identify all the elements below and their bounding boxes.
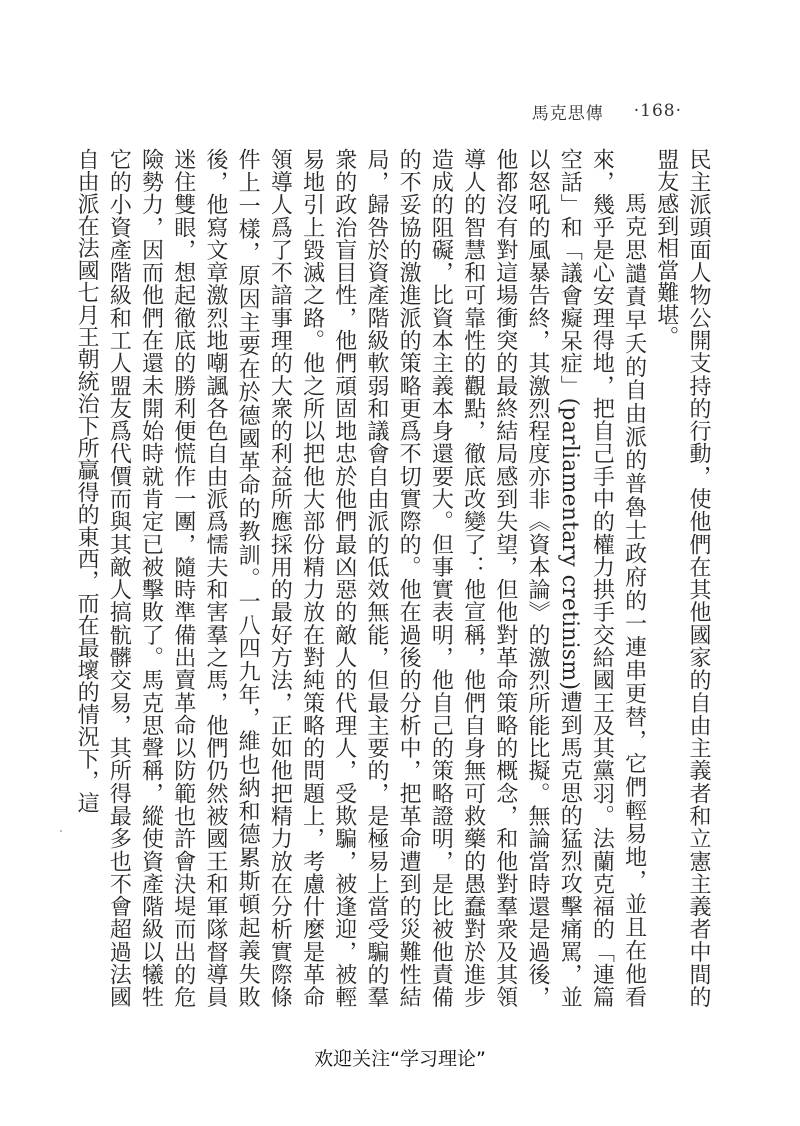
paragraph: 馬克思譴責早夭的自由派的普魯士政府的一連串更替，它們輕易地，並且在他看來，幾乎是心安理得地，把自己手中的權力拱手交給國王及其黨羽。法蘭克福的「連篇空話」和「議會癡呆症」(parliamentary cretinism)遭到馬克思的猛烈攻擊痛罵，並以怒吼的風暴告終，其激烈程度亦非《資本論》的激烈所能比擬。無論當時還是過後，他都沒有對這場衝突的最終結局感到失望，但他對革命策略的概念，和他對羣衆及其領導人的智慧和可靠性的觀點，徹底改變了：他宣稱，他們自身無可救藥的愚蠢對於進步造成的阻礙，比資本主義本身還要大。但事實表明，他自己的策略證明，是比被他責備的不妥協的激進派的策略更爲不切實際的。他在過後的分析中，把革命遭到的災難性結局，歸咎於資產階級軟弱和議會自由派的低效無能，但最主要的，是極易上當受騙的羣衆的政治盲目性，他們頑固地忠於他們最凶惡的敵人的代理人，受欺騙，被逢迎，被輕易地引上毀滅之路。他之所以把他大部份精力放在對純策略的問題上，考慮什麼是革命領導人爲了不諳事理的大衆的利益所應採用的最好方法，正如他把精力放在分析實際條件上一樣，原因主要在於德國革命的教訓。一八四九年，維也納和德累斯頓起義失敗後，他寫文章激烈地嘲諷各色自由派爲懦夫和害羣之馬，他們仍然被國王和軍隊督導員迷住雙眼，想起徹底的勝利便慌作一團，隨時準備出賣革命以防範也許會決堤而出的危險勢力，因而他們在還未開始時就肯定已被擊敗了。馬克思聲稱，縱使資產階級以犧牲它的小資產階級和工人盟友爲代價而與其敵人搞骯髒交易，其所得最多也不會超過法國自由派在法國七月王朝統治下所贏得的東西，而在最壞的情況下，這 (74, 148, 647, 1008)
running-title: 馬克思傳 (531, 103, 604, 124)
paragraph-continued: 民主派頭面人物公開支持的行動，使他們在其他國家的自由主義者和立憲主義者中間的盟友感到相當難堪。 (653, 148, 711, 1008)
scan-speck (60, 830, 62, 832)
page-header (532, 96, 682, 126)
page-number: ·168· (633, 101, 682, 121)
body-text (74, 148, 714, 1008)
footer-note: 欢迎关注“学习理论” (314, 1048, 486, 1070)
